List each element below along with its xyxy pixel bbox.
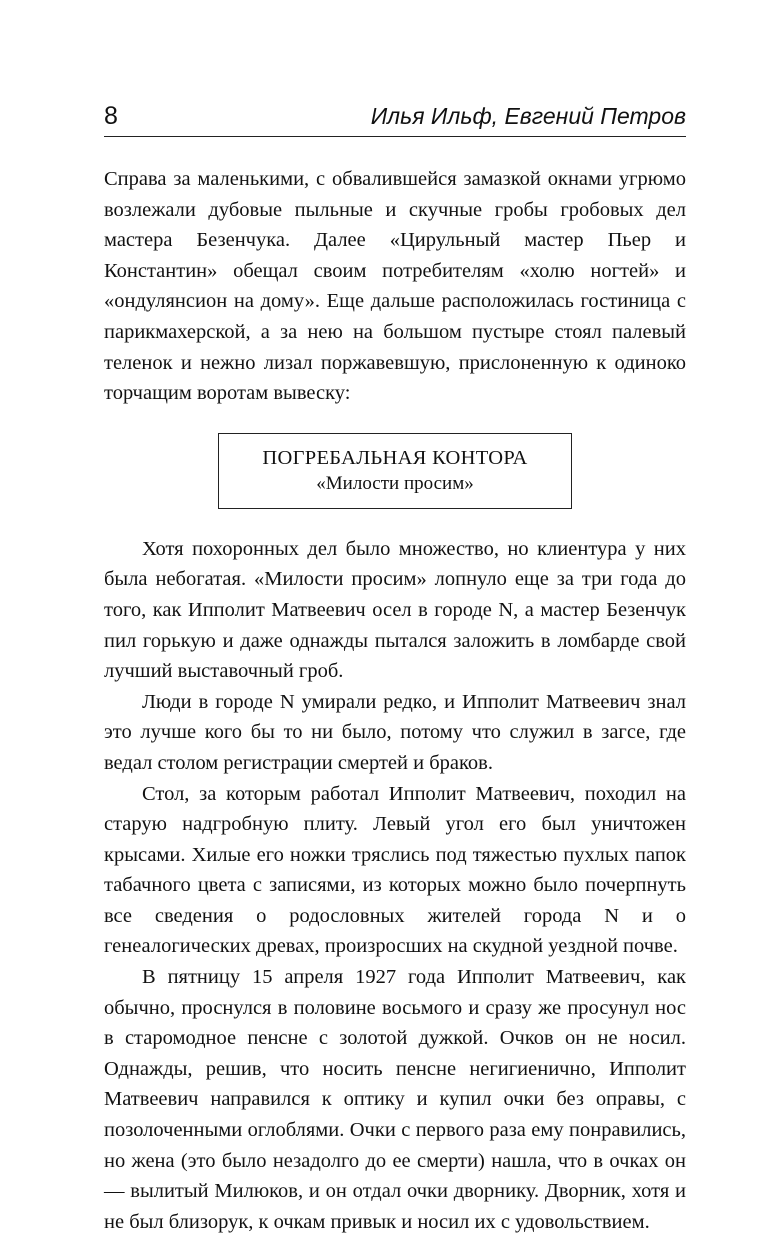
paragraph: Хотя похоронных дел было множество, но клиентура у них была небогатая. «Милости просим» лопнуло еще за три года до того, как Ипполит Матвеевич осел в городе N, а мастер Безенчук пил горькую и даже однажды пытался заложить в ломбарде свой лучший выставочный гроб.	[104, 537, 686, 683]
text-block	[104, 164, 686, 1237]
paragraph: В пятницу 15 апреля 1927 года Ипполит Матвеевич, как обычно, проснулся в половине восьмого и сразу же просунул нос в старомодное пенсне с золотой дужкой. Очков он не носил. Однажды, решив, что носить пенсне негигиенично, Ипполит Матвеевич направился к оптику и купил очки без оправы, с позолоченными оглоблями. Очки с первого раза ему понравились, но жена (это было незадолго до ее смерти) нашла, что в очках он — вылитый Милюков, и он отдал очки дворнику. Дворник, хотя и не был близорук, к очкам привык и носил их с удовольствием.	[104, 966, 686, 1233]
paragraph: Люди в городе N умирали редко, и Ипполит Матвеевич знал это лучше кого бы то ни было, потому что служил в загсе, где ведал столом регистрации смертей и браков.	[104, 690, 686, 774]
signboard-title: ПОГРЕБАЛЬНАЯ КОНТОРА	[262, 446, 528, 469]
signboard-box	[218, 433, 572, 509]
running-head: Илья Ильф, Евгений Петров	[370, 102, 686, 129]
paragraph: Стол, за которым работал Ипполит Матвеевич, походил на старую надгробную плиту. Левый угол его был уничтожен крысами. Хилые его ножки тряслись под тяжестью пухлых папок табачного цвета с записями, из которых можно было почерпнуть все сведения о родословных жителей города N и о генеалогических древах, произросших на скудной уездной почве.	[104, 782, 686, 958]
page-header	[104, 96, 686, 137]
signboard-subtitle: «Милости просим»	[316, 472, 474, 494]
page-number: 8	[104, 101, 118, 130]
paragraph: Справа за маленькими, с обвалившейся замазкой окнами угрюмо возлежали дубовые пыльные и скучные гробы гробовых дел мастера Безенчука. Далее «Цирульный мастер Пьер и Константин» обещал своим потребителям «холю ногтей» и «ондулянсион на дому». Еще дальше расположилась гостиница с парикмахерской, а за нею на большом пустыре стоял палевый теленок и нежно лизал поржавевшую, прислоненную к одиноко торчащим воротам вывеску:	[104, 168, 686, 405]
